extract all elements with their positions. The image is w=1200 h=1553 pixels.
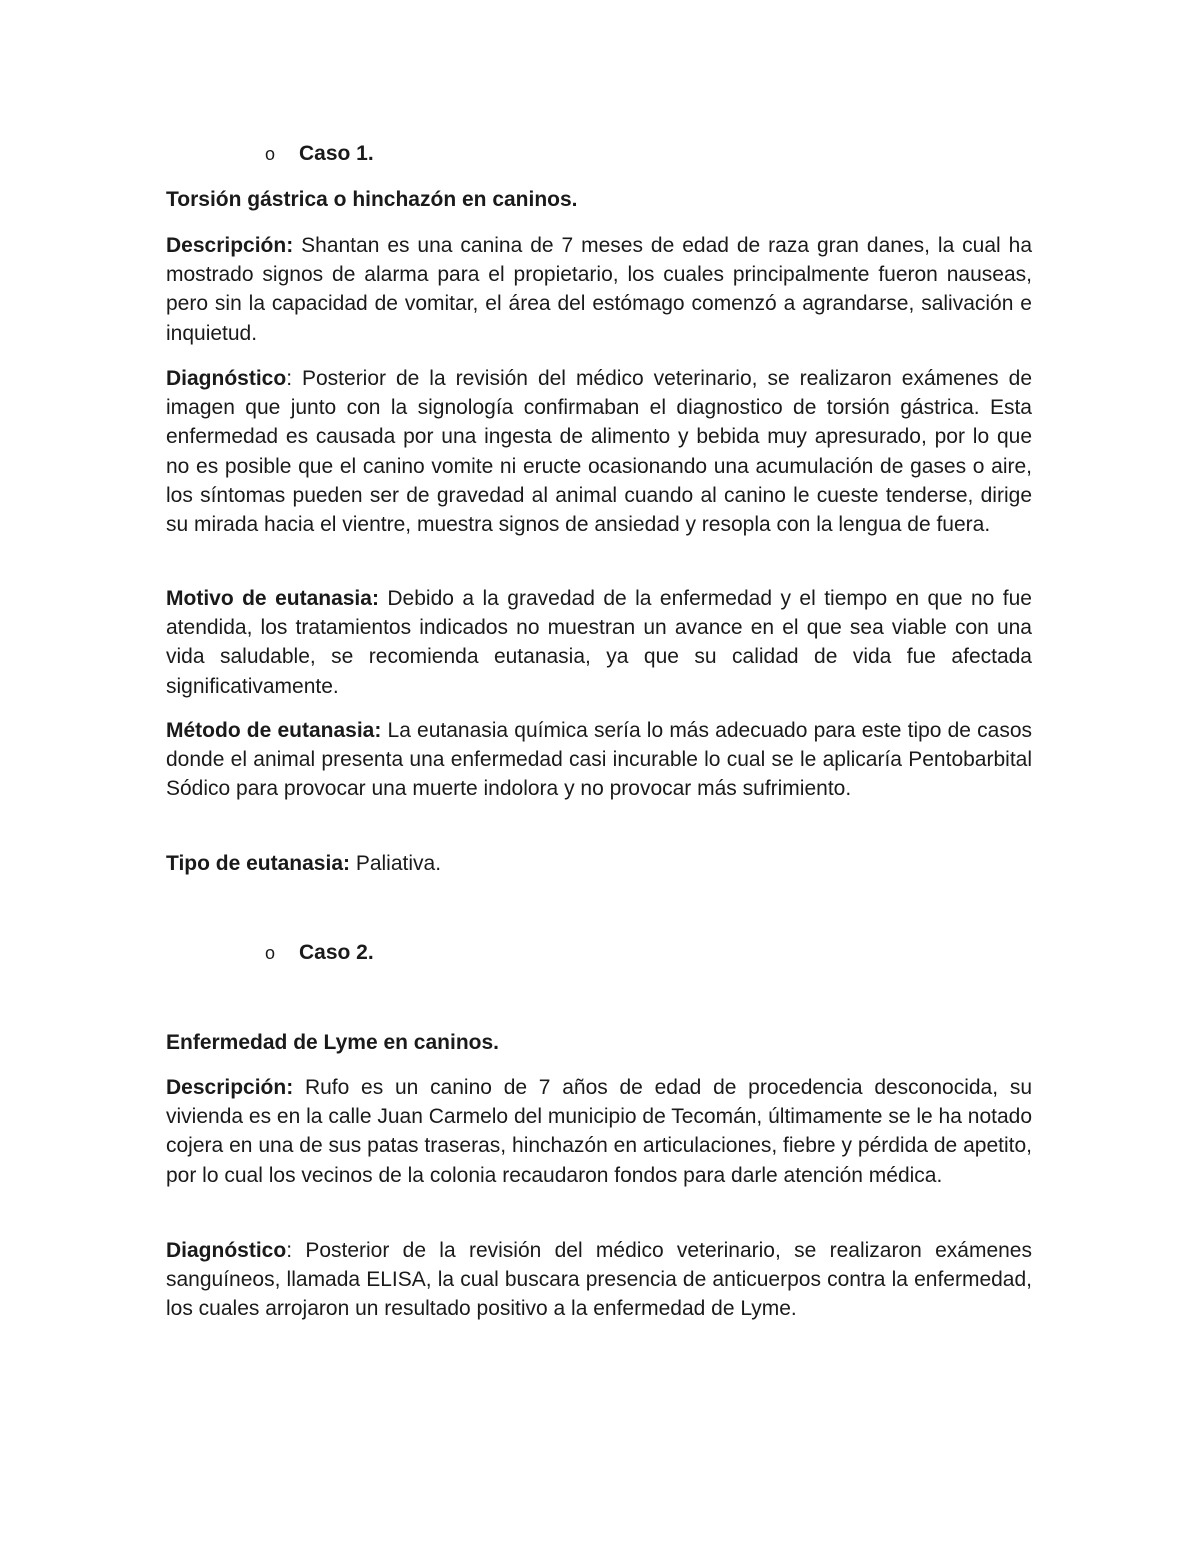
case-1-heading-text: Caso 1. — [299, 142, 374, 165]
tipo-label: Tipo de eutanasia: — [166, 852, 350, 875]
case-1-descripcion-paragraph — [166, 231, 1032, 348]
case-1-motivo-paragraph — [166, 584, 1032, 701]
motivo-text: Debido a la gravedad de la enfermedad y el tiempo en que no fue atendida, los tratamientos indicados no muestran un avance en el que sea viable con una vida saludable, se recomienda eutanasia, ya que su calidad de vida fue afectada significativamente. — [166, 587, 1032, 698]
descripcion-text: Rufo es un canino de 7 años de edad de procedencia desconocida, su vivienda es en la calle Juan Carmelo del municipio de Tecomán, últimamente se le ha notado cojera en una de sus patas traseras, hinchazón en articulaciones, fiebre y pérdida de apetito, por lo cual los vecinos de la colonia recaudaron fondos para darle atención médica. — [166, 1076, 1032, 1187]
tipo-text: Paliativa. — [350, 852, 442, 875]
diagnostico-text: : Posterior de la revisión del médico veterinario, se realizaron exámenes sanguíneos, llamada ELISA, la cual buscara presencia de anticuerpos contra la enfermedad, los cuales arrojaron un resultado positivo a la enfermedad de Lyme. — [166, 1239, 1032, 1321]
case-2-title: Enfermedad de Lyme en caninos. — [166, 1031, 499, 1054]
case-1-metodo-paragraph — [166, 716, 1032, 804]
diagnostico-label: Diagnóstico — [166, 1239, 287, 1262]
case-2-heading-text: Caso 2. — [299, 941, 374, 964]
case-1-tipo-paragraph — [166, 849, 1032, 878]
metodo-label: Método de eutanasia: — [166, 719, 382, 742]
descripcion-label: Descripción: — [166, 234, 294, 257]
list-bullet: o — [265, 943, 276, 963]
case-1-title: Torsión gástrica o hinchazón en caninos. — [166, 188, 578, 211]
case-1-heading — [265, 139, 374, 169]
case-1-diagnostico-paragraph — [166, 364, 1032, 539]
list-bullet: o — [265, 144, 276, 164]
descripcion-text: Shantan es una canina de 7 meses de edad de raza gran danes, la cual ha mostrado signos de alarma para el propietario, los cuales principalmente fueron nauseas, pero sin la capacidad de vomitar, el área del estómago comenzó a agrandarse, salivación e inquietud. — [166, 234, 1032, 345]
metodo-text: La eutanasia química sería lo más adecuado para este tipo de casos donde el animal presenta una enfermedad casi incurable lo cual se le aplicaría Pentobarbital Sódico para provocar una muerte indolora y no provocar más sufrimiento. — [166, 719, 1033, 801]
motivo-label: Motivo de eutanasia: — [166, 587, 379, 610]
diagnostico-label: Diagnóstico — [166, 367, 287, 390]
case-2-diagnostico-paragraph — [166, 1236, 1032, 1324]
diagnostico-text: : Posterior de la revisión del médico veterinario, se realizaron exámenes de imagen que junto con la signología confirmaban el diagnostico de torsión gástrica. Esta enfermedad es causada por una ingesta de alimento y bebida muy apresurado, por lo que no es posible que el canino vomite ni eructe ocasionando una acumulación de gases o aire, los síntomas pueden ser de gravedad al animal cuando al canino le cueste tenderse, dirige su mirada hacia el vientre, muestra signos de ansiedad y resopla con la lengua de fuera. — [166, 367, 1032, 537]
descripcion-label: Descripción: — [166, 1076, 294, 1099]
case-2-heading — [265, 938, 374, 968]
case-2-descripcion-paragraph — [166, 1073, 1032, 1190]
